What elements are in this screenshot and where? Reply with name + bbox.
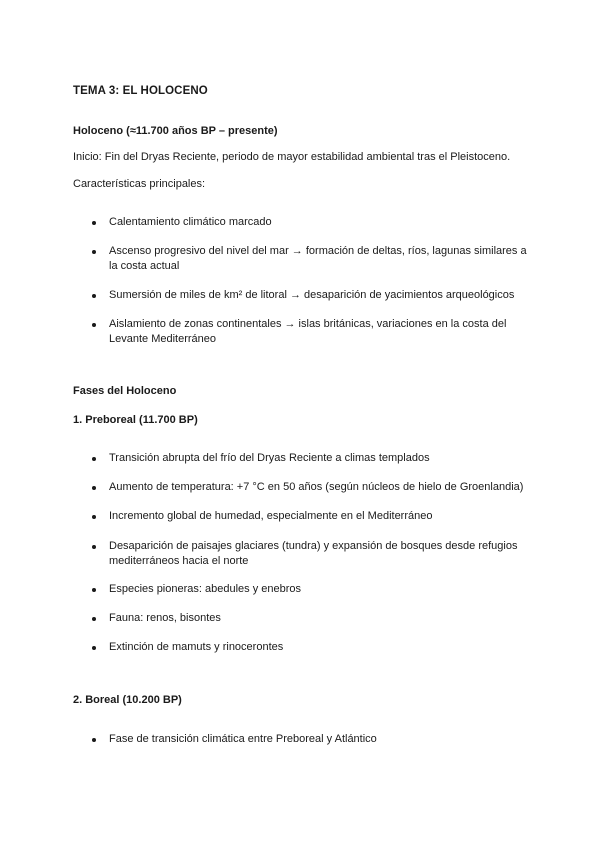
holoceno-inicio: Inicio: Fin del Dryas Reciente, periodo de mayor estabilidad ambiental tras el Pleistoceno. <box>73 151 511 163</box>
list-item-text: Aumento de temperatura: +7 °C en 50 años (según núcleos de hielo de Groenlandia) <box>109 481 524 493</box>
bullet-icon <box>92 323 96 327</box>
bullet-icon <box>92 486 96 490</box>
list-item-text: Ascenso progresivo del nivel del mar → formación de deltas, ríos, lagunas similares a la costa actual <box>109 245 527 272</box>
list-item-text: Calentamiento climático marcado <box>109 216 272 228</box>
bullet-icon <box>92 294 96 298</box>
list-item-text: Fase de transición climática entre Preboreal y Atlántico <box>109 733 377 745</box>
list-item-text: Desaparición de paisajes glaciares (tundra) y expansión de bosques desde refugios mediterráneos hacia el norte <box>109 540 518 567</box>
list-item-text: Fauna: renos, bisontes <box>109 612 221 624</box>
holoceno-heading: Holoceno (≈11.700 años BP – presente) <box>73 125 278 137</box>
list-item-text: Incremento global de humedad, especialmente en el Mediterráneo <box>109 510 433 522</box>
bullet-icon <box>92 545 96 549</box>
list-item-text: Transición abrupta del frío del Dryas Reciente a climas templados <box>109 452 430 464</box>
bullet-icon <box>92 515 96 519</box>
preboreal-heading: 1. Preboreal (11.700 BP) <box>73 414 198 426</box>
list-item-text: Extinción de mamuts y rinocerontes <box>109 641 284 653</box>
bullet-icon <box>92 738 96 742</box>
bullet-icon <box>92 646 96 650</box>
fases-heading: Fases del Holoceno <box>73 385 177 397</box>
boreal-heading: 2. Boreal (10.200 BP) <box>73 694 182 706</box>
list-item-text: Aislamiento de zonas continentales → islas británicas, variaciones en la costa del Levante Mediterráneo <box>109 318 507 345</box>
bullet-icon <box>92 588 96 592</box>
bullet-icon <box>92 250 96 254</box>
bullet-icon <box>92 617 96 621</box>
list-item-text: Especies pioneras: abedules y enebros <box>109 583 302 595</box>
page-title: TEMA 3: EL HOLOCENO <box>73 85 208 97</box>
bullet-icon <box>92 221 96 225</box>
bullet-icon <box>92 457 96 461</box>
caracteristicas-label: Características principales: <box>73 178 206 190</box>
list-item-text: Sumersión de miles de km² de litoral → desaparición de yacimientos arqueológicos <box>109 289 515 301</box>
